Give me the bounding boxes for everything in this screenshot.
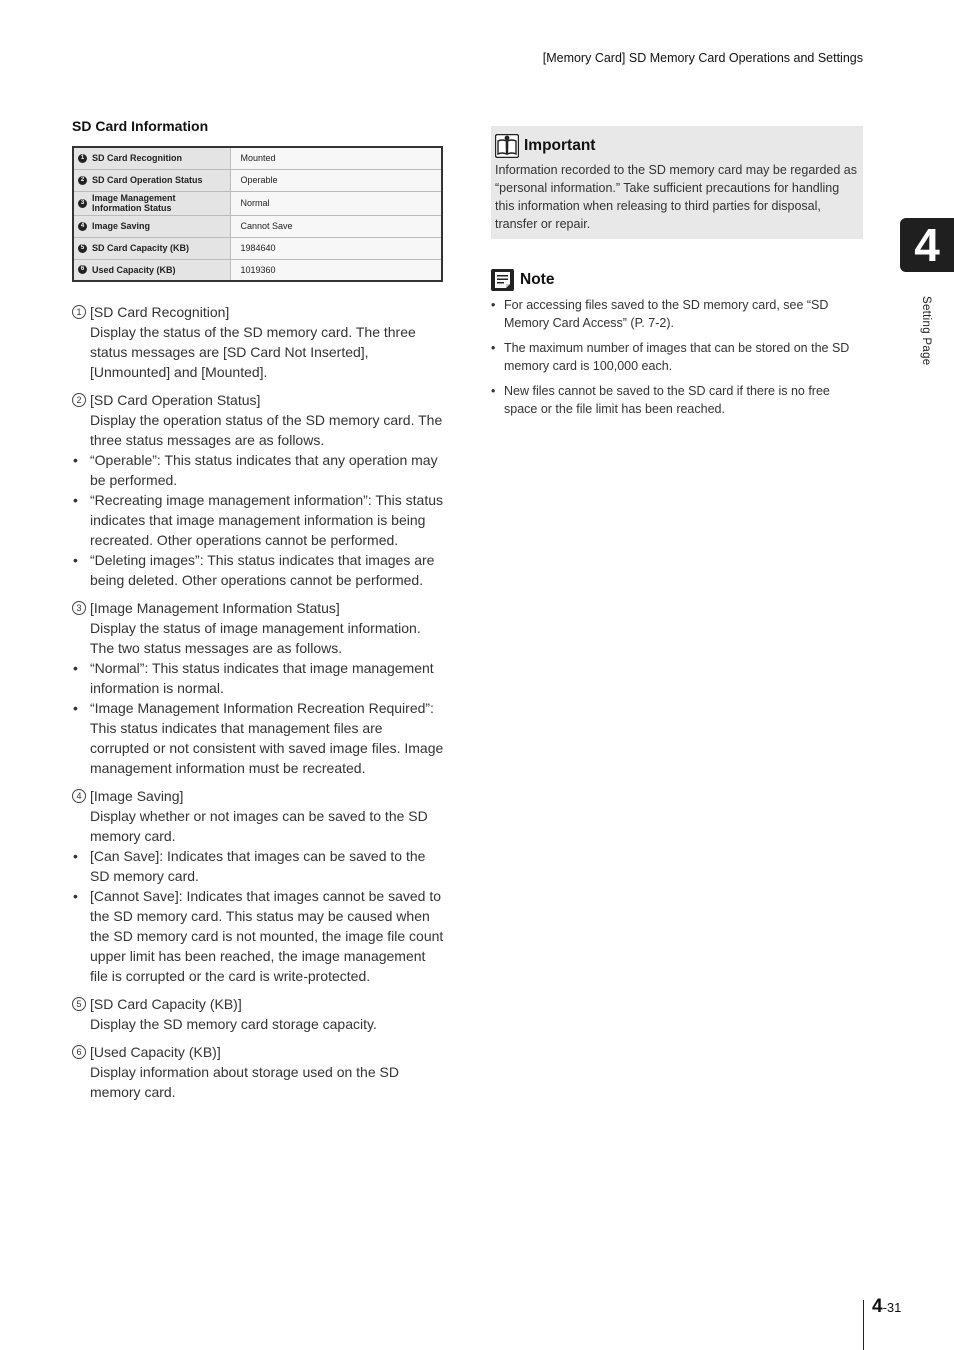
row-label: SD Card Recognition — [92, 153, 183, 164]
note-item: • For accessing files saved to the SD memory card, see “SD Memory Card Access” (P. 7-2). — [491, 297, 863, 332]
item-title: [Used Capacity (KB)] — [90, 1044, 221, 1060]
bullet-item: • “Recreating image management information”: This status indicates that image management information is being recreated. Other operations cannot be performed. — [90, 490, 444, 550]
row-label: Image Management Information Status — [92, 193, 176, 213]
table-label-cell — [73, 169, 230, 191]
note-list — [491, 297, 863, 418]
chapter-tab: 4 — [900, 218, 954, 272]
table-row — [73, 169, 442, 191]
item-title: [SD Card Capacity (KB)] — [90, 996, 242, 1012]
item-number: 3 — [72, 601, 86, 615]
bullet-item: • [Can Save]: Indicates that images can be saved to the SD memory card. — [90, 846, 444, 886]
important-title: Important — [524, 137, 596, 154]
row-value: 1984640 — [230, 237, 442, 259]
item-bullets — [72, 450, 444, 590]
table-label-cell — [73, 147, 230, 169]
item-title: [SD Card Operation Status] — [90, 392, 261, 408]
section-title: SD Card Information — [72, 118, 209, 134]
row-marker: 3 — [78, 199, 87, 208]
item-number: 5 — [72, 997, 86, 1011]
row-label: Used Capacity (KB) — [92, 264, 176, 275]
row-marker: 4 — [78, 222, 87, 231]
row-value: Normal — [230, 191, 442, 215]
item-body: Display the operation status of the SD memory card. The three status messages are as follows. — [90, 412, 443, 448]
list-item — [72, 1042, 444, 1102]
table-row — [73, 237, 442, 259]
table-row — [73, 259, 442, 281]
item-body: Display the status of the SD memory card. The three status messages are [SD Card Not Inserted], [Unmounted] and [Mounted]. — [90, 324, 416, 380]
page-rule — [863, 1300, 864, 1350]
item-list — [72, 302, 444, 1102]
item-body: Display the status of image management information. The two status messages are as follows. — [90, 620, 421, 656]
table-row — [73, 147, 442, 169]
row-value: Operable — [230, 169, 442, 191]
item-number: 1 — [72, 305, 86, 319]
note-item: • The maximum number of images that can be stored on the SD memory card is 100,000 each. — [491, 340, 863, 375]
list-item — [72, 598, 444, 778]
running-header: [Memory Card] SD Memory Card Operations and Settings — [542, 51, 863, 65]
side-label: Setting Page — [920, 296, 932, 366]
row-value: Mounted — [230, 147, 442, 169]
item-bullets — [72, 658, 444, 778]
row-label: SD Card Capacity (KB) — [92, 243, 190, 253]
item-title: [SD Card Recognition] — [90, 304, 230, 320]
table-label-cell — [73, 191, 230, 215]
table-row — [73, 215, 442, 237]
item-number: 2 — [72, 393, 86, 407]
note-title: Note — [520, 271, 555, 288]
note-section — [491, 269, 863, 418]
row-label: Image Saving — [92, 221, 151, 231]
page-suffix: -31 — [882, 1300, 902, 1315]
bullet-item: • “Normal”: This status indicates that image management information is normal. — [90, 658, 444, 698]
row-marker: 1 — [78, 154, 87, 163]
bullet-item: • “Image Management Information Recreation Required”: This status indicates that management files are corrupted or not consistent with saved image files. Image management information must be recreated. — [90, 698, 444, 778]
page-chapter: 4 — [872, 1296, 883, 1317]
note-heading — [491, 269, 863, 291]
list-item — [72, 302, 444, 382]
important-text: Information recorded to the SD memory card may be regarded as “personal information.” Take sufficient precautions for handling this information when releasing to third parties for disposal, transfer or repair. — [495, 163, 857, 231]
table-label-cell — [73, 215, 230, 237]
important-heading — [495, 134, 858, 158]
table-label-cell — [73, 259, 230, 281]
bullet-item: • “Operable”: This status indicates that any operation may be performed. — [90, 450, 444, 490]
list-item — [72, 994, 444, 1034]
note-icon — [491, 269, 514, 291]
list-item — [72, 786, 444, 986]
table-row — [73, 191, 442, 215]
right-column — [491, 126, 863, 426]
bullet-item: • [Cannot Save]: Indicates that images cannot be saved to the SD memory card. This status may be caused when the SD memory card is not mounted, the image file count upper limit has been reached, the image management file is corrupted or the card is write-protected. — [90, 886, 444, 986]
row-marker: 5 — [78, 244, 87, 253]
item-number: 4 — [72, 789, 86, 803]
note-item: • New files cannot be saved to the SD card if there is no free space or the file limit has been reached. — [491, 383, 863, 418]
bullet-item: • “Deleting images”: This status indicates that images are being deleted. Other operations cannot be performed. — [90, 550, 444, 590]
item-bullets — [72, 846, 444, 986]
item-body: Display the SD memory card storage capacity. — [90, 1016, 377, 1032]
item-number: 6 — [72, 1045, 86, 1059]
sd-card-info-table — [72, 146, 443, 282]
item-body: Display whether or not images can be saved to the SD memory card. — [90, 808, 428, 844]
row-marker: 6 — [78, 265, 87, 274]
important-icon — [495, 134, 519, 158]
important-box — [491, 126, 863, 239]
page-number — [872, 1296, 901, 1318]
list-item — [72, 390, 444, 590]
row-value: 1019360 — [230, 259, 442, 281]
row-value: Cannot Save — [230, 215, 442, 237]
left-column — [72, 118, 444, 1110]
row-label: SD Card Operation Status — [92, 175, 203, 185]
table-label-cell — [73, 237, 230, 259]
item-title: [Image Management Information Status] — [90, 600, 340, 616]
row-marker: 2 — [78, 176, 87, 185]
item-title: [Image Saving] — [90, 788, 184, 804]
item-body: Display information about storage used on the SD memory card. — [90, 1064, 399, 1100]
